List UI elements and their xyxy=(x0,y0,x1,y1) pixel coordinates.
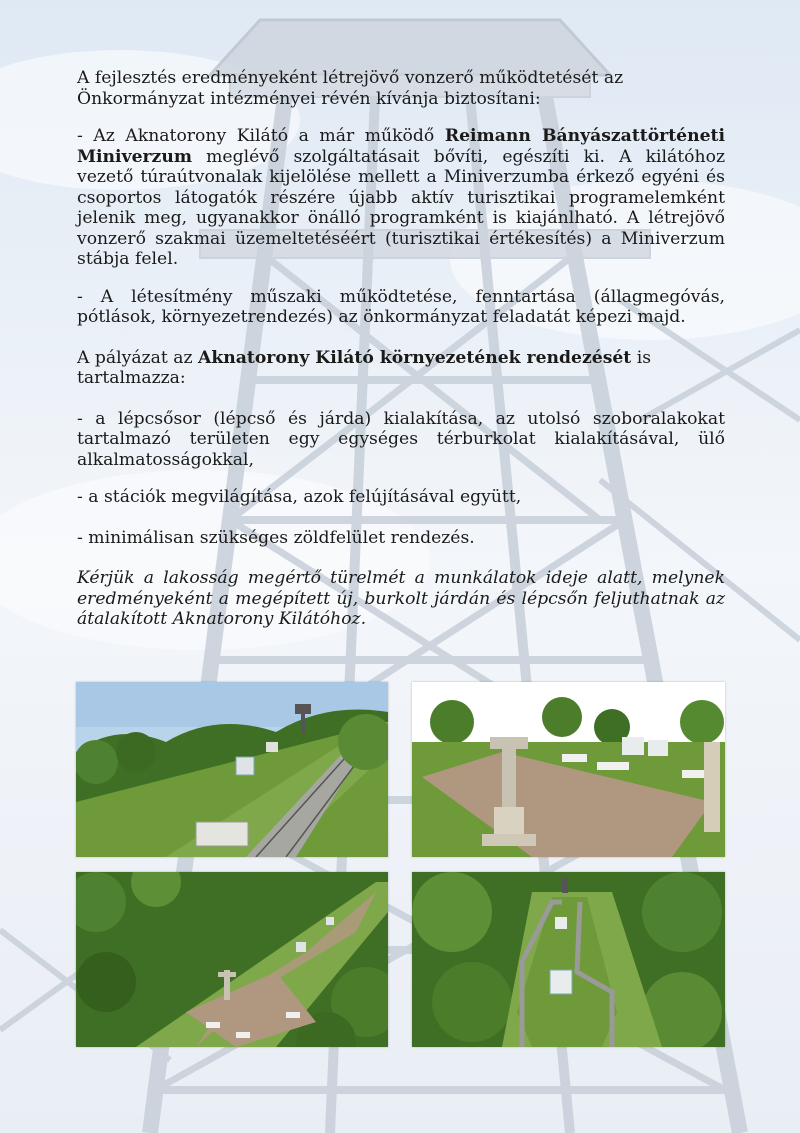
miniverzum-paragraph: - Az Aknatorony Kilátó a már működő Reimann Bányászattörténeti Miniverzum meglévő szolgáltatásait bővíti, egészíti ki. A kilátóhoz vezető túraútvonalak kijelölése mellett a Miniverzumba érkező egyéni és csoportos látogatók részére újabb aktív turisztikai programelemként jelenik meg, ugyanakkor önálló programként is kiajánlható. A létrejövő vonzerő szakmai üzemeltetéséért (turisztikai értékesítés) a Miniverzum stábja felel. xyxy=(77,126,725,269)
greenery-item: - minimálisan szükséges zöldfelület rendezés. xyxy=(77,527,475,548)
render-plaza-cross-statue xyxy=(412,682,725,857)
staircase-item: - a lépcsősor (lépcső és járda) kialakítása, az utolsó szoboralakokat tartalmazó területen egy egységes térburkolat kialakításával, ülő alkalmatosságokkal, xyxy=(77,408,725,470)
render-aerial-plaza-path xyxy=(76,872,388,1047)
intro-paragraph: A fejlesztés eredményeként létrejövő vonzerő működtetését az Önkormányzat intézményei révén kívánja biztosítani: xyxy=(77,68,624,109)
document-body xyxy=(77,68,725,650)
application-paragraph: A pályázat az Aknatorony Kilátó környezetének rendezését is tartalmazza: xyxy=(77,347,652,388)
application-bold-text: Aknatorony Kilátó környezetének rendezését xyxy=(198,347,632,368)
closing-paragraph: Kérjük a lakosság megértő türelmét a munkálatok ideje alatt, melynek eredményeként a megépített új, burkolt járdán és lépcsőn feljuthatnak az átalakított Aknatorony Kilátóhoz. xyxy=(77,568,725,629)
render-aerial-top-view xyxy=(412,872,725,1047)
maintenance-paragraph: - A létesítmény műszaki működtetése, fenntartása (állagmegóvás, pótlások, környezetrendezés) az önkormányzat feladatát képezi majd. xyxy=(77,286,725,327)
miniverzum-bold-text: Reimann Bányászattörténeti Miniverzum xyxy=(77,126,725,167)
lighting-item: - a stációk megvilágítása, azok felújításával együtt, xyxy=(77,487,522,507)
render-staircase-overview xyxy=(76,682,388,857)
